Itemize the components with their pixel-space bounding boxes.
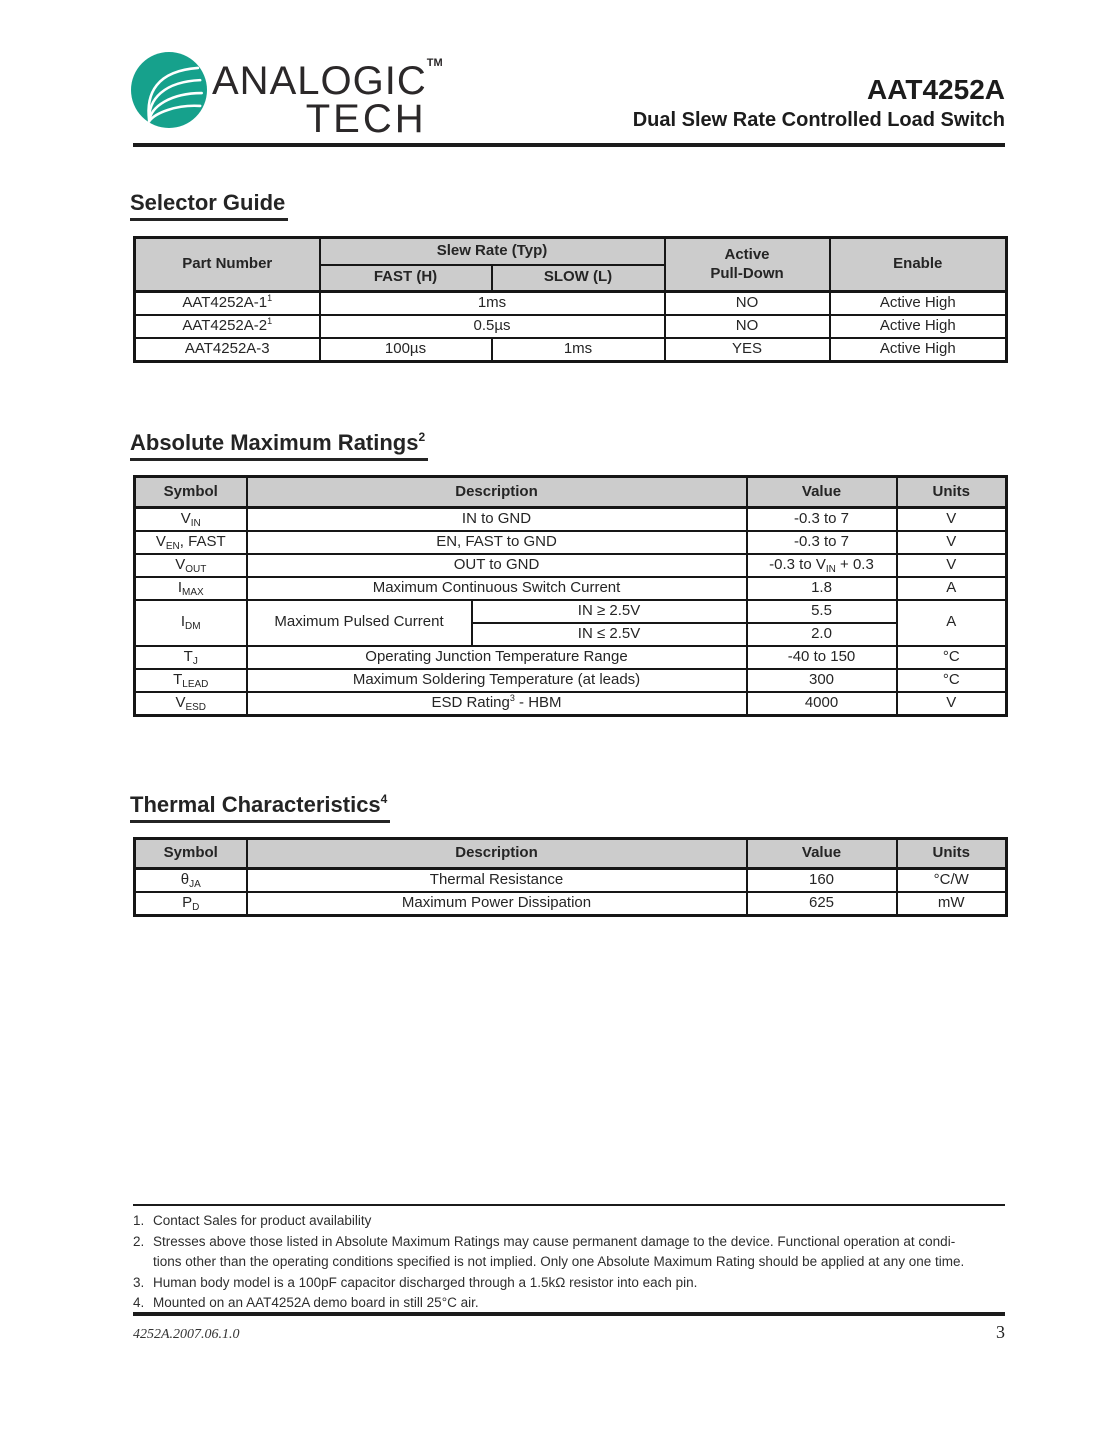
table-row: [135, 669, 1007, 692]
section-heading-absolute-maximum-ratings: Absolute Maximum Ratings$^2$: [130, 430, 428, 461]
footnote: [133, 1293, 1007, 1314]
cell-value: 5.5: [747, 600, 897, 623]
analogictech-logo-icon: [131, 52, 207, 128]
cell-slow: 1ms: [492, 338, 665, 361]
cell-condition: IN ≤ 2.5V: [472, 623, 747, 646]
cell-value: -0.3 to $V_{IN} + 0.3$: [747, 554, 897, 577]
cell-symbol: $T_J$: [135, 646, 247, 669]
cell-description: EN, FAST to GND: [247, 531, 747, 554]
table-row: [135, 869, 1007, 892]
cell-symbol: $V_{ESD}$: [135, 692, 247, 715]
cell-fast: 100µs: [320, 338, 492, 361]
header-row: [135, 839, 1007, 869]
cell-description: Maximum Pulsed Current: [247, 600, 472, 646]
cell-enable: Active High: [830, 315, 1007, 338]
cell-symbol: $P_D$: [135, 892, 247, 915]
table-row: [135, 315, 1007, 338]
col-header-fast: FAST (H): [320, 265, 492, 292]
selector-guide-table: [133, 236, 1008, 363]
footnote-number: 4.: [133, 1295, 145, 1310]
footnotes-divider-rule: [133, 1204, 1005, 1206]
col-header-slew-rate: Slew Rate (Typ): [320, 238, 665, 265]
cell-value: 625: [747, 892, 897, 915]
footnote-number: 2.: [133, 1233, 145, 1249]
cell-symbol: $I_{DM}$: [135, 600, 247, 646]
cell-pulldown: YES: [665, 338, 830, 361]
cell-description: Operating Junction Temperature Range: [247, 646, 747, 669]
document-subtitle: Dual Slew Rate Controlled Load Switch: [632, 109, 1005, 131]
table-row: [135, 508, 1007, 531]
col-header-symbol: Symbol: [135, 839, 247, 869]
cell-value: 300: [747, 669, 897, 692]
cell-part: AAT4252A-3: [135, 338, 320, 361]
footnote-text: Human body model is a 100pF capacitor discharged through a 1.5kΩ resistor into each pin.: [153, 1274, 698, 1290]
part-number-title: AAT4252A: [867, 74, 1005, 105]
table-row: [135, 338, 1007, 361]
section-heading-selector-guide: Selector Guide: [130, 190, 288, 221]
footnote: [133, 1273, 1007, 1294]
cell-value: 2.0: [747, 623, 897, 646]
col-header-part-number: Part Number: [135, 238, 320, 292]
table-row: [135, 892, 1007, 915]
cell-slew: 0.5µs: [320, 315, 665, 338]
cell-description: Maximum Power Dissipation: [247, 892, 747, 915]
trademark-symbol: TM: [426, 57, 443, 69]
cell-value: -40 to 150: [747, 646, 897, 669]
cell-units: °C: [897, 669, 1007, 692]
logo-wordmark: [212, 58, 443, 139]
cell-symbol: $V_{EN}$, FAST: [135, 531, 247, 554]
cell-pulldown: NO: [665, 315, 830, 338]
cell-units: V: [897, 508, 1007, 531]
table-row: [135, 646, 1007, 669]
cell-description: ESD Rating$^3$ - HBM: [247, 692, 747, 715]
document-title-block: [633, 74, 1005, 132]
header-row: [135, 238, 1007, 265]
cell-units: °C/W: [897, 869, 1007, 892]
footnote-text: Mounted on an AAT4252A demo board in still 25°C air.: [153, 1295, 479, 1310]
thermal-characteristics-table: [133, 837, 1008, 917]
logo-word-tech: TECH: [305, 97, 427, 141]
cell-units: V: [897, 531, 1007, 554]
col-header-description: Description: [247, 477, 747, 508]
cell-symbol: $I_{MAX}$: [135, 577, 247, 600]
table-row: [135, 577, 1007, 600]
section-heading-thermal-characteristics: Thermal Characteristics$^4$: [130, 792, 390, 823]
cell-value: 1.8: [747, 577, 897, 600]
footnote: [133, 1232, 1007, 1273]
col-header-enable: Enable: [830, 238, 1007, 292]
col-header-units: Units: [897, 839, 1007, 869]
cell-units: A: [897, 577, 1007, 600]
cell-symbol: $V_{IN}$: [135, 508, 247, 531]
footer-divider-rule: [133, 1312, 1005, 1316]
cell-enable: Active High: [830, 292, 1007, 315]
col-header-active-pulldown: Active Pull-Down: [665, 238, 830, 292]
cell-part: $AAT4252A-1^1$: [135, 292, 320, 315]
document-id: 4252A.2007.06.1.0: [133, 1327, 240, 1342]
table-row: [135, 600, 1007, 623]
cell-description: IN to GND: [247, 508, 747, 531]
header-row: [135, 477, 1007, 508]
col-header-slow: SLOW (L): [492, 265, 665, 292]
cell-description: Maximum Continuous Switch Current: [247, 577, 747, 600]
col-header-units: Units: [897, 477, 1007, 508]
cell-units: °C: [897, 646, 1007, 669]
cell-symbol: $T_{LEAD}$: [135, 669, 247, 692]
cell-symbol: $\theta_{JA}$: [135, 869, 247, 892]
cell-description: OUT to GND: [247, 554, 747, 577]
footnote-number: 3.: [133, 1274, 145, 1290]
cell-units: mW: [897, 892, 1007, 915]
cell-value: -0.3 to 7: [747, 508, 897, 531]
table-row: [135, 292, 1007, 315]
footnote-text: Contact Sales for product availability: [153, 1213, 372, 1228]
page-number: 3: [996, 1322, 1005, 1342]
col-header-symbol: Symbol: [135, 477, 247, 508]
footnote: [133, 1211, 1007, 1232]
cell-part: $AAT4252A-2^1$: [135, 315, 320, 338]
col-header-description: Description: [247, 839, 747, 869]
cell-value: 4000: [747, 692, 897, 715]
footnotes: [133, 1211, 1007, 1314]
cell-units: V: [897, 692, 1007, 715]
cell-description: Thermal Resistance: [247, 869, 747, 892]
cell-units: V: [897, 554, 1007, 577]
cell-condition: IN ≥ 2.5V: [472, 600, 747, 623]
footnote-text: Stresses above those listed in Absolute Maximum Ratings may cause permanent damage to the device. Functional operation at condi- tions other than the operating conditions specified is not implied. Only one Absolute Maximum Rating should be applied at any one time.: [153, 1233, 965, 1269]
table-row: [135, 692, 1007, 715]
cell-value: 160: [747, 869, 897, 892]
cell-units: A: [897, 600, 1007, 646]
table-row: [135, 554, 1007, 577]
cell-slew: 1ms: [320, 292, 665, 315]
col-header-value: Value: [747, 477, 897, 508]
table-row: [135, 531, 1007, 554]
cell-description: Maximum Soldering Temperature (at leads): [247, 669, 747, 692]
cell-value: -0.3 to 7: [747, 531, 897, 554]
cell-symbol: $V_{OUT}$: [135, 554, 247, 577]
footnote-number: 1.: [133, 1213, 145, 1228]
absolute-maximum-ratings-table: [133, 475, 1008, 717]
cell-pulldown: NO: [665, 292, 830, 315]
header-divider-rule: [133, 143, 1005, 147]
col-header-value: Value: [747, 839, 897, 869]
logo-word-analogic: ANALOGIC™: [212, 57, 443, 103]
cell-enable: Active High: [830, 338, 1007, 361]
